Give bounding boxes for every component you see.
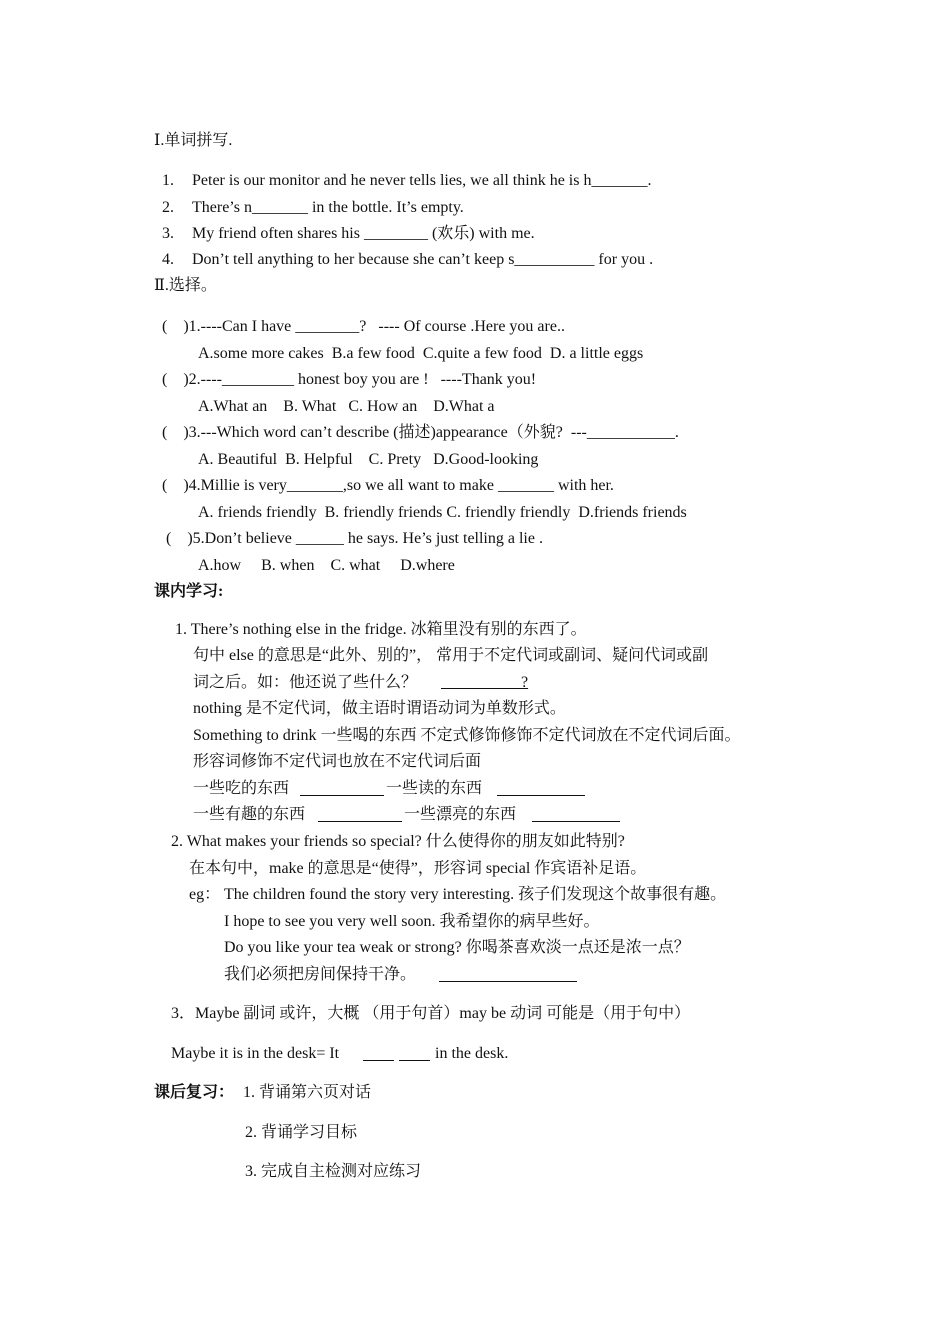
- question-4-stem: ( )4.Millie is very_______,so we all want to make _______ with her.: [162, 477, 614, 494]
- example-sentence: The children found the story very interesting. 孩子们发现这个故事很有趣。: [224, 886, 727, 903]
- section2-heading: Ⅱ.选择。: [154, 277, 217, 294]
- section4-heading: 课后复习：: [154, 1084, 235, 1101]
- question-5-options: A.how B. when C. what D.where: [198, 557, 455, 574]
- point-3-line: in the desk.: [435, 1045, 509, 1062]
- point-1-line: 句中 else 的意思是“此外、别的”， 常用于不定代词或副词、疑问代词或副: [193, 647, 709, 664]
- answer-blank: [439, 981, 577, 982]
- example-sentence: Do you like your tea weak or strong? 你喝茶喜欢淡一点还是浓一点？: [224, 939, 690, 956]
- answer-blank: [532, 821, 620, 822]
- section3-heading: 课内学习:: [154, 583, 224, 600]
- section1-heading: Ⅰ.单词拼写.: [154, 132, 233, 149]
- spelling-item-1: Peter is our monitor and he never tells lies, we all think he is h_______.: [192, 172, 652, 189]
- answer-blank: [399, 1060, 430, 1061]
- item-number: 2.: [162, 199, 174, 216]
- review-item: 2. 背诵学习目标: [245, 1124, 358, 1141]
- item-number: 3.: [162, 225, 174, 242]
- point-1-title: 1. There’s nothing else in the fridge. 冰箱里没有别的东西了。: [175, 621, 587, 638]
- question-3-stem: ( )3.---Which word can’t describe (描述)appearance（外貌? ---___________.: [162, 424, 679, 441]
- question-2-stem: ( )2.----_________ honest boy you are ! ----Thank you!: [162, 371, 537, 388]
- question-3-options: A. Beautiful B. Helpful C. Prety D.Good-looking: [198, 451, 539, 468]
- answer-blank: [497, 795, 585, 796]
- review-item: 3. 完成自主检测对应练习: [245, 1163, 422, 1180]
- spelling-item-3: My friend often shares his ________ (欢乐) with me.: [192, 225, 535, 242]
- point-2-line: 在本句中，make 的意思是“使得”，形容词 special 作宾语补足语。: [189, 860, 647, 877]
- phrase-prompt: 一些读的东西: [386, 780, 483, 797]
- example-sentence: I hope to see you very well soon. 我希望你的病早些好。: [224, 913, 600, 930]
- answer-blank: ?: [441, 674, 529, 691]
- point-3-title: 3．Maybe 副词 或许，大概 （用于句首）may be 动词 可能是（用于句中）: [171, 1005, 691, 1022]
- point-3-line: Maybe it is in the desk= It: [171, 1045, 340, 1062]
- point-2-title: 2. What makes your friends so special? 什么使得你的朋友如此特别?: [171, 833, 625, 850]
- item-number: 4.: [162, 251, 174, 268]
- question-1-options: A.some more cakes B.a few food C.quite a few food D. a little eggs: [198, 345, 644, 362]
- phrase-prompt: 一些有趣的东西: [193, 806, 306, 823]
- item-number: 1.: [162, 172, 174, 189]
- phrase-prompt: 一些吃的东西: [193, 780, 290, 797]
- review-item: 1. 背诵第六页对话: [243, 1084, 372, 1101]
- question-5-stem: ( )5.Don’t believe ______ he says. He’s just telling a lie .: [166, 530, 543, 547]
- point-1-line: Something to drink 一些喝的东西 不定式修饰修饰不定代词放在不定代词后面。: [193, 727, 741, 744]
- answer-blank: [300, 795, 384, 796]
- spelling-item-2: There’s n_______ in the bottle. It’s empty.: [192, 199, 464, 216]
- example-sentence: 我们必须把房间保持干净。: [224, 966, 417, 983]
- answer-blank: [318, 821, 402, 822]
- phrase-prompt: 一些漂亮的东西: [404, 806, 517, 823]
- question-1-stem: ( )1.----Can I have ________? ---- Of course .Here you are..: [162, 318, 565, 335]
- eg-label: eg：: [189, 886, 221, 903]
- point-1-line: 词之后。如：他还说了些什么？: [193, 674, 418, 691]
- question-2-options: A.What an B. What C. How an D.What a: [198, 398, 495, 415]
- point-1-line: nothing 是不定代词，做主语时谓语动词为单数形式。: [193, 700, 566, 717]
- spelling-item-4: Don’t tell anything to her because she can’t keep s__________ for you .: [192, 251, 654, 268]
- question-4-options: A. friends friendly B. friendly friends C. friendly friendly D.friends friends: [198, 504, 687, 521]
- answer-blank: [363, 1060, 394, 1061]
- point-1-line: 形容词修饰不定代词也放在不定代词后面: [193, 753, 482, 770]
